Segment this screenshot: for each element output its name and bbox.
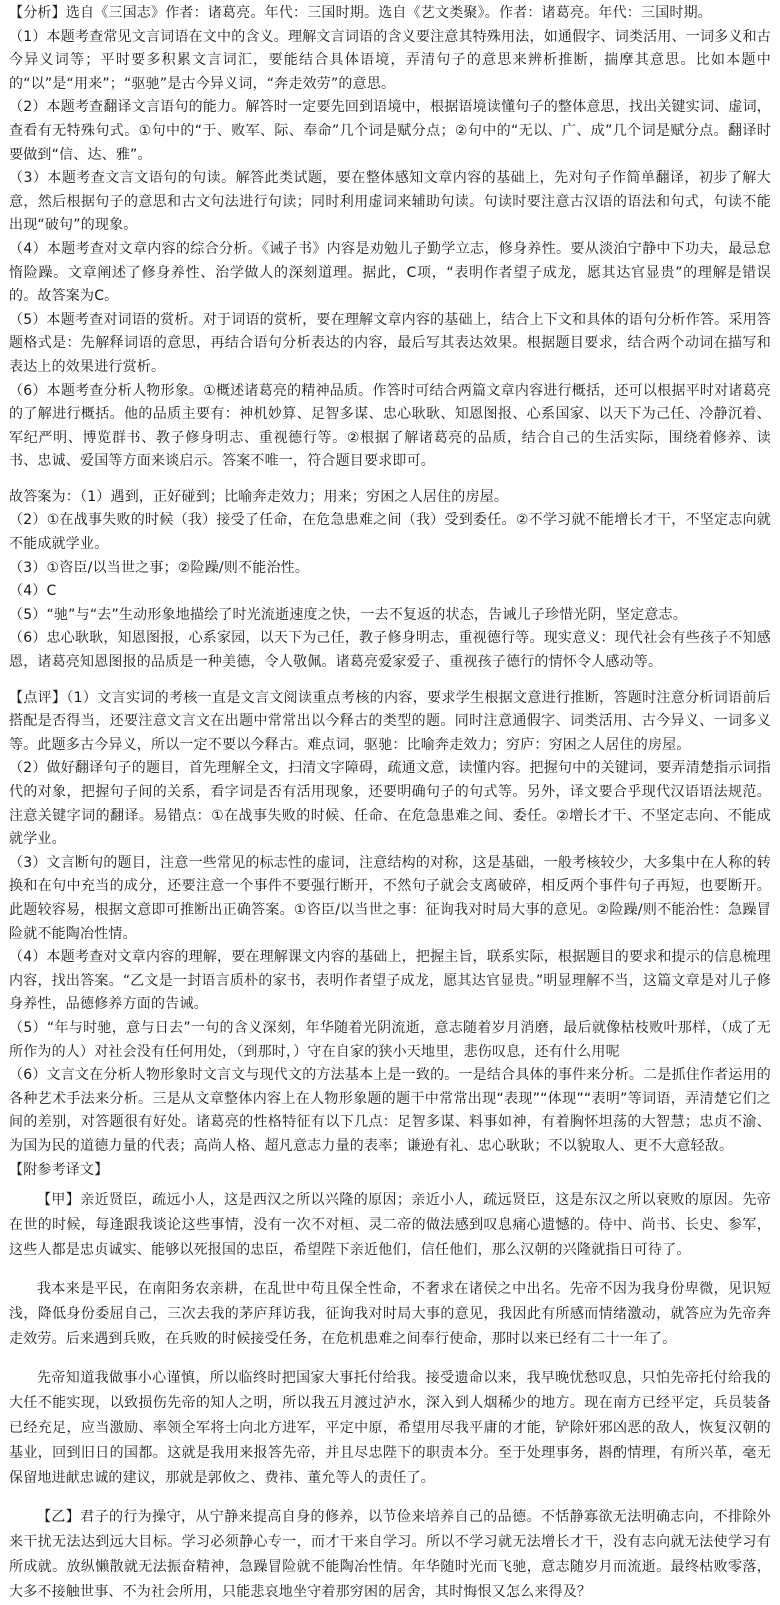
translation-jia-para-1: 【甲】亲近贤臣，疏远小人，这是西汉之所以兴隆的原因；亲近小人，疏远贤臣，这是东汉之所以衰败的原因。先帝在世的时候，每逢跟我谈论这些事情，没有一次不对桓、灵二帝的做法感到叹息痛心遗憾的。侍中、尚书、长史、参军，这些人都是忠贞诚实、能够以死报国的忠臣，希望陛下亲近他们，信任他们，那么汉朝的兴隆就指日可待了。: [9, 1188, 771, 1263]
answers-section: [9, 486, 771, 675]
answer-item-6: （6）忠心耿耿，知恩图报，心系家园，以天下为己任，教子修身明志，重视德行等。现实意义：现代社会有些孩子不知感恩，诸葛亮知恩图报的品质是一种美德，令人敬佩。诸葛亮爱家爱子、重视孩子德行的情怀令人感动等。: [9, 627, 771, 674]
analysis-item-1: （1）本题考查常见文言词语在文中的含义。理解文言词语的含义要注意其特殊用法，如通假字、词类活用、一词多义和古今异义词等；平时要多积累文言词汇，要能结合具体语境，弄清句子的意思来辨析推断，揣摩其意思。比如本题中的“以”是“用来”；“驱驰”是古今异义词，“奔走效劳”的意思。: [9, 26, 771, 97]
answer-item-5: （5）“驰”与“去”生动形象地描绘了时光流逝速度之快，一去不复返的状态，告诫儿子珍惜光阴，坚定意志。: [9, 604, 771, 628]
analysis-item-4: （4）本题考查对文章内容的综合分析。《诫子书》内容是劝勉儿子勤学立志，修身养性。要从淡泊宁静中下功夫，最忌怠惰险躁。文章阐述了修身养性、治学做人的深刻道理。据此，C项，“表明作者望子成龙，愿其达官显贵”的理解是错误的。故答案为C。: [9, 238, 771, 309]
analysis-intro: 【分析】选自《三国志》作者：诸葛亮。年代：三国时期。选自《艺文类聚》。作者：诸葛亮。年代：三国时期。: [9, 2, 771, 26]
comment-item-4: （4）本题考查对文章内容的理解，要在理解课文内容的基础上，把握主旨，联系实际，根据题目的要求和提示的信息梳理内容，找出答案。“乙文是一封语言质朴的家书，表明作者望子成龙，愿其达官显贵。”明显理解不当，这篇文章是对儿子修身养性，品德修养方面的告诫。: [9, 946, 771, 1017]
answer-item-4: （4）C: [9, 580, 771, 604]
translation-yi-para: 【乙】君子的行为操守，从宁静来提高自身的修养，以节俭来培养自己的品德。不恬静寡欲无法明确志向，不排除外来干扰无法达到远大目标。学习必须静心专一，而才干来自学习。所以不学习就无法增长才干，没有志向就无法使学习有所成就。放纵懒散就无法振奋精神，急躁冒险就不能陶冶性情。年华随时光而飞驰，意志随岁月而流逝。最终枯败零落，大多不接触世事、不为社会所用，只能悲哀地坐守着那穷困的居舍，其时悔恨又怎么来得及？: [9, 1505, 771, 1605]
analysis-item-2: （2）本题考查翻译文言语句的能力。解答时一定要先回到语境中，根据语境读懂句子的整体意思，找出关键实词、虚词，查看有无特殊句式。①句中的“于、败军、际、奉命”几个词是赋分点；②句中的“无以、广、成”几个词是赋分点。翻译时要做到“信、达、雅”。: [9, 96, 771, 167]
reference-translation-section: [9, 1159, 771, 1605]
comment-item-2: （2）做好翻译句子的题目，首先理解全文，扫清文字障碍，疏通文意，读懂内容。把握句中的关键词，要弄清楚指示词指代的对象，把握句子间的关系，看字词是否有活用现象，还要明确句子的句式等。另外，译文要合乎现代汉语语法规范。注意关键字词的翻译。易错点：①在战事失败的时候、任命、在危急患难之间、委任。②增长才干、不坚定志向、不能成就学业。: [9, 757, 771, 851]
analysis-item-5: （5）本题考查对词语的赏析。对于词语的赏析，要在理解文章内容的基础上，结合上下文和具体的语句分析作答。采用答题格式是：先解释词语的意思，再结合语句分析表达的内容，最后写其表达效果。根据题目要求，结合两个动词在描写和表达上的效果进行赏析。: [9, 309, 771, 380]
comment-item-3: （3）文言断句的题目，注意一些常见的标志性的虚词，注意结构的对称，这是基础，一般考核较少，大多集中在人称的转换和在句中充当的成分，还要注意一个事件不要强行断开，不然句子就会支离破碎，相反两个事件句子再短，也要断开。此题较容易，根据文意即可推断出正确答案。①咨臣/以当世之事：征询我对时局大事的意见。②险躁/则不能治性：急躁冒险就不能陶冶性情。: [9, 852, 771, 946]
answer-item-2: （2）①在战事失败的时候（我）接受了任命，在危急患难之间（我）受到委任。②不学习就不能增长才干，不坚定志向就不能成就学业。: [9, 509, 771, 556]
comment-item-5: （5）“年与时驰，意与日去”一句的含义深刻，年华随着光阴流逝，意志随着岁月消磨，最后就像枯枝败叶那样，（成了无所作为的人）对社会没有任何用处，（到那时，）守在自家的狭小天地里，悲伤叹息，还有什么用呢: [9, 1017, 771, 1064]
answer-item-3: （3）①咨臣/以当世之事；②险躁/则不能治性。: [9, 557, 771, 581]
analysis-section: [9, 2, 771, 474]
analysis-item-6: （6）本题考查分析人物形象。①概述诸葛亮的精神品质。作答时可结合两篇文章内容进行概括，还可以根据平时对诸葛亮的了解进行概括。他的品质主要有：神机妙算、足智多谋、忠心耿耿、知恩图报、心系国家、以天下为己任、冷静沉着、军纪严明、博览群书、教子修身明志、重视德行等。②根据了解诸葛亮的品质，结合自己的生活实际，围绕着修养、读书、忠诚、爱国等方面来谈启示。答案不唯一，符合题目要求即可。: [9, 380, 771, 474]
comment-item-6: （6）文言文在分析人物形象时文言文与现代文的方法基本上是一致的。一是结合具体的事件来分析。二是抓住作者运用的各种艺术手法来分析。三是从文章整体内容上在人物形象题的题干中常常出现“表现”“体现”“表明”等词语，弄清楚它们之间的差别，对答题很有好处。诸葛亮的性格特征有以下几点：足智多谋、料事如神，有着胸怀坦荡的大智慧；忠贞不渝、为国为民的道德力量的代表；高尚人格、超凡意志力量的表率；谦逊有礼、忠心耿耿；不以貌取人、更不大意轻敌。: [9, 1064, 771, 1158]
document-body: [9, 0, 771, 1605]
answer-item-1: 故答案为：（1）遇到，正好碰到；比喻奔走效力；用来；穷困之人居住的房屋。: [9, 486, 771, 510]
translation-jia-para-3: 先帝知道我做事小心谨慎，所以临终时把国家大事托付给我。接受遗命以来，我早晚忧愁叹息，只怕先帝托付给我的大任不能实现，以致损伤先帝的知人之明，所以我五月渡过泸水，深入到人烟稀少的地方。现在南方已经平定，兵员装备已经充足，应当激励、率领全军将士向北方进军，平定中原，希望用尽我平庸的才能，铲除奸邪凶恶的敌人，恢复汉朝的基业，回到旧日的国都。这就是我用来报答先帝，并且尽忠陛下的职责本分。至于处理事务，斟酌情理，有所兴革，毫无保留地进献忠诚的建议，那就是郭攸之、费祎、董允等人的责任了。: [9, 1366, 771, 1491]
reference-heading: 【附参考译文】: [9, 1159, 771, 1183]
comment-item-1: 【点评】（1）文言实词的考核一直是文言文阅读重点考核的内容，要求学生根据文意进行推断，答题时注意分析词语前后搭配是否得当，还要注意文言文在出题中常常出以今释古的类型的题。同时注意通假字、词类活用、古今异义、一词多义等。此题多古今异义，所以一定不要以今释古。难点词，驱驰：比喻奔走效力；穷庐：穷困之人居住的房屋。: [9, 687, 771, 758]
analysis-item-3: （3）本题考查文言文语句的句读。解答此类试题，要在整体感知文章内容的基础上，先对句子作简单翻译，初步了解大意，然后根据句子的意思和古文句法进行句读；同时利用虚词来辅助句读。句读时要注意古汉语的语法和句式，句读不能出现“破句”的现象。: [9, 167, 771, 238]
comments-section: [9, 687, 771, 1159]
translation-jia-para-2: 我本来是平民，在南阳务农亲耕，在乱世中苟且保全性命，不奢求在诸侯之中出名。先帝不因为我身份卑微，见识短浅，降低身份委屈自己，三次去我的茅庐拜访我，征询我对时局大事的意见，我因此有所感而情绪激动，就答应为先帝奔走效劳。后来遇到兵败，在兵败的时候接受任务，在危机患难之间奉行使命，那时以来已经有二十一年了。: [9, 1277, 771, 1352]
